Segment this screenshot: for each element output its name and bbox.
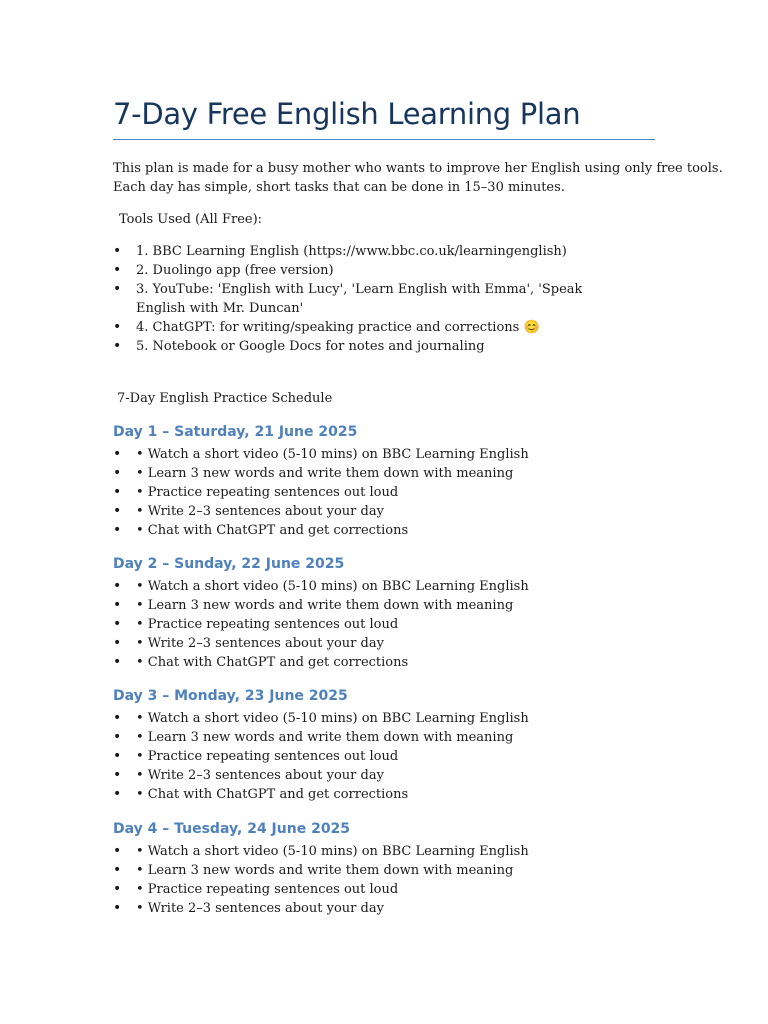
bullet-icon: • (113, 338, 122, 354)
list-item (113, 464, 655, 483)
task-text: • Watch a short video (5-10 mins) on BBC Learning English (136, 447, 529, 462)
task-text: • Watch a short video (5-10 mins) on BBC Learning English (136, 711, 529, 726)
bullet-icon: • (113, 748, 122, 764)
task-text: • Practice repeating sentences out loud (136, 485, 399, 500)
bullet-icon: • (113, 597, 122, 613)
day-heading: Day 3 – Monday, 23 June 2025 (113, 688, 348, 704)
intro-paragraph (113, 159, 723, 197)
list-item (113, 318, 633, 337)
list-item (113, 337, 633, 356)
bullet-icon: • (113, 710, 122, 726)
day-section-3 (113, 686, 655, 804)
task-text: • Write 2–3 sentences about your day (136, 768, 384, 783)
day-section-2 (113, 554, 655, 672)
list-item (113, 445, 655, 464)
task-text: • Write 2–3 sentences about your day (136, 504, 384, 519)
list-item (113, 483, 655, 502)
tool-text: 4. ChatGPT: for writing/speaking practice and corrections 😊 (136, 320, 540, 335)
list-item (113, 577, 655, 596)
day-heading: Day 1 – Saturday, 21 June 2025 (113, 424, 358, 440)
list-item (113, 634, 655, 653)
day-heading: Day 2 – Sunday, 22 June 2025 (113, 556, 345, 572)
title-underline (113, 139, 655, 140)
list-item (113, 280, 633, 318)
bullet-icon: • (113, 881, 122, 897)
intro-line: Each day has simple, short tasks that can be done in 15–30 minutes. (113, 180, 565, 195)
task-text: • Practice repeating sentences out loud (136, 882, 399, 897)
bullet-icon: • (113, 281, 122, 297)
tool-text: 5. Notebook or Google Docs for notes and journaling (136, 339, 485, 354)
task-text: • Learn 3 new words and write them down with meaning (136, 598, 514, 613)
bullet-icon: • (113, 635, 122, 651)
list-item (113, 747, 655, 766)
bullet-icon: • (113, 578, 122, 594)
intro-line: This plan is made for a busy mother who wants to improve her English using only free tools. (113, 161, 723, 176)
tools-label: Tools Used (All Free): (119, 212, 263, 227)
bullet-icon: • (113, 319, 122, 335)
task-text: • Chat with ChatGPT and get corrections (136, 787, 409, 802)
day-heading: Day 4 – Tuesday, 24 June 2025 (113, 821, 351, 837)
task-text: • Chat with ChatGPT and get corrections (136, 655, 409, 670)
tool-text: 1. BBC Learning English (https://www.bbc.co.uk/learningenglish) (136, 244, 567, 259)
bullet-icon: • (113, 616, 122, 632)
task-text: • Chat with ChatGPT and get corrections (136, 523, 409, 538)
bullet-icon: • (113, 522, 122, 538)
list-item (113, 728, 655, 747)
list-item (113, 861, 655, 880)
list-item (113, 709, 655, 728)
bullet-icon: • (113, 446, 122, 462)
tools-list (113, 242, 633, 356)
task-text: • Watch a short video (5-10 mins) on BBC Learning English (136, 579, 529, 594)
day-section-4 (113, 819, 655, 918)
list-item (113, 842, 655, 861)
bullet-icon: • (113, 786, 122, 802)
tool-text: 2. Duolingo app (free version) (136, 263, 334, 278)
bullet-icon: • (113, 654, 122, 670)
bullet-icon: • (113, 862, 122, 878)
task-text: • Write 2–3 sentences about your day (136, 636, 384, 651)
task-text: • Learn 3 new words and write them down with meaning (136, 863, 514, 878)
task-text: • Practice repeating sentences out loud (136, 617, 399, 632)
bullet-icon: • (113, 767, 122, 783)
bullet-icon: • (113, 243, 122, 259)
bullet-icon: • (113, 503, 122, 519)
bullet-icon: • (113, 900, 122, 916)
list-item (113, 502, 655, 521)
bullet-icon: • (113, 262, 122, 278)
task-text: • Watch a short video (5-10 mins) on BBC Learning English (136, 844, 529, 859)
list-item (113, 766, 655, 785)
task-text: • Learn 3 new words and write them down with meaning (136, 730, 514, 745)
schedule-label: 7-Day English Practice Schedule (117, 391, 333, 406)
list-item (113, 261, 633, 280)
tool-text: 3. YouTube: 'English with Lucy', 'Learn English with Emma', 'Speak English with Mr. Duncan' (136, 282, 583, 316)
list-item (113, 653, 655, 672)
list-item (113, 242, 633, 261)
list-item (113, 785, 655, 804)
task-text: • Learn 3 new words and write them down with meaning (136, 466, 514, 481)
bullet-icon: • (113, 465, 122, 481)
day-section-1 (113, 422, 655, 540)
bullet-icon: • (113, 843, 122, 859)
task-text: • Write 2–3 sentences about your day (136, 901, 384, 916)
bullet-icon: • (113, 729, 122, 745)
bullet-icon: • (113, 484, 122, 500)
document-title: 7-Day Free English Learning Plan (113, 97, 581, 131)
list-item (113, 880, 655, 899)
list-item (113, 615, 655, 634)
list-item (113, 521, 655, 540)
list-item (113, 899, 655, 918)
task-text: • Practice repeating sentences out loud (136, 749, 399, 764)
list-item (113, 596, 655, 615)
